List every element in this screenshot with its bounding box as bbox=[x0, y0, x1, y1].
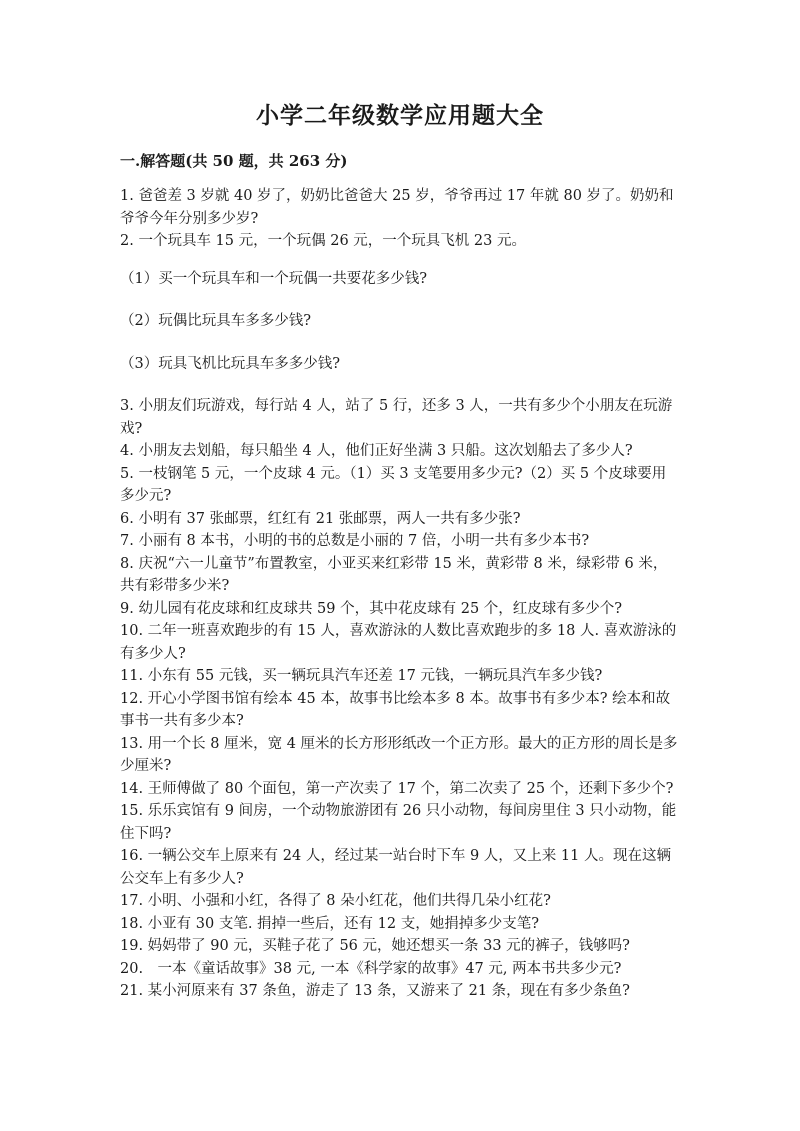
question-18: 18. 小亚有 30 支笔. 捐掉一些后，还有 12 支，她捐掉多少支笔? bbox=[120, 915, 539, 932]
question-12: 12. 开心小学图书馆有绘本 45 本，故事书比绘本多 8 本。故事书有多少本? 绘本和故事书一共有多少本? bbox=[120, 690, 671, 729]
question-10: 10. 二年一班喜欢跑步的有 15 人，喜欢游泳的人数比喜欢跑步的多 18 人. 喜欢游泳的有多少人? bbox=[120, 623, 677, 662]
question-9: 9. 幼儿园有花皮球和红皮球共 59 个，其中花皮球有 25 个，红皮球有多少个? bbox=[120, 600, 623, 617]
question-8: 8. 庆祝“六一儿童节”布置教室，小亚买来红彩带 15 米，黄彩带 8 米，绿彩带 6 米，共有彩带多少米? bbox=[120, 555, 668, 594]
question-2: 2. 一个玩具车 15 元，一个玩偶 26 元，一个玩具飞机 23 元。 bbox=[120, 233, 526, 249]
question-15: 15. 乐乐宾馆有 9 间房，一个动物旅游团有 26 只小动物，每间房里住 3 只小动物，能住下吗? bbox=[120, 803, 677, 842]
question-13: 13. 用一个长 8 厘米，宽 4 厘米的长方形形纸改一个正方形。最大的正方形的周长是多少厘米? bbox=[120, 735, 678, 774]
question-7: 7. 小丽有 8 本书，小明的书的总数是小丽的 7 倍，小明一共有多少本书? bbox=[120, 533, 590, 549]
question-19: 19. 妈妈带了 90 元，买鞋子花了 56 元，她还想买一条 33 元的裤子，钱够吗? bbox=[120, 938, 630, 954]
question-2-part-1: （1）买一个玩具车和一个玩偶一共要花多少钱? bbox=[120, 270, 427, 287]
question-11: 11. 小东有 55 元钱，买一辆玩具汽车还差 17 元钱，一辆玩具汽车多少钱? bbox=[120, 668, 603, 684]
question-list bbox=[120, 185, 680, 1003]
question-3: 3. 小朋友们玩游戏，每行站 4 人，站了 5 行，还多 3 人，一共有多少个小朋友在玩游戏? bbox=[120, 398, 673, 437]
question-5: 5. 一枝钢笔 5 元，一个皮球 4 元。（1）买 3 支笔要用多少元?（2）买 5 个皮球要用多少元? bbox=[120, 465, 667, 504]
question-21: 21. 某小河原来有 37 条鱼，游走了 13 条，又游来了 21 条，现在有多少条鱼? bbox=[120, 983, 630, 999]
section-heading: 一.解答题(共 50 题，共 263 分) bbox=[120, 152, 348, 170]
question-1: 1. 爸爸差 3 岁就 40 岁了，奶奶比爸爸大 25 岁，爷爷再过 17 年就 80 岁了。奶奶和爷爷今年分别多少岁? bbox=[120, 188, 674, 227]
question-4: 4. 小朋友去划船，每只船坐 4 人，他们正好坐满 3 只船。这次划船去了多少人? bbox=[120, 443, 633, 459]
question-2-part-3: （3）玩具飞机比玩具车多多少钱? bbox=[120, 355, 340, 372]
page-title: 小学二年级数学应用题大全 bbox=[256, 102, 544, 129]
question-17: 17. 小明、小强和小红，各得了 8 朵小红花，他们共得几朵小红花? bbox=[120, 893, 551, 909]
question-14: 14. 王师傅做了 80 个面包，第一产次卖了 17 个，第二次卖了 25 个，还剩下多少个? bbox=[120, 780, 674, 797]
question-2-part-2: （2）玩偶比玩具车多多少钱? bbox=[120, 313, 311, 329]
question-6: 6. 小明有 37 张邮票，红红有 21 张邮票，两人一共有多少张? bbox=[120, 510, 521, 527]
question-16: 16. 一辆公交车上原来有 24 人，经过某一站台时下车 9 人，又上来 11 人。现在这辆公交车上有多少人? bbox=[120, 848, 671, 887]
question-20: 20. 一本《童话故事》38 元, 一本《科学家的故事》47 元, 两本书共多少元? bbox=[120, 960, 622, 977]
